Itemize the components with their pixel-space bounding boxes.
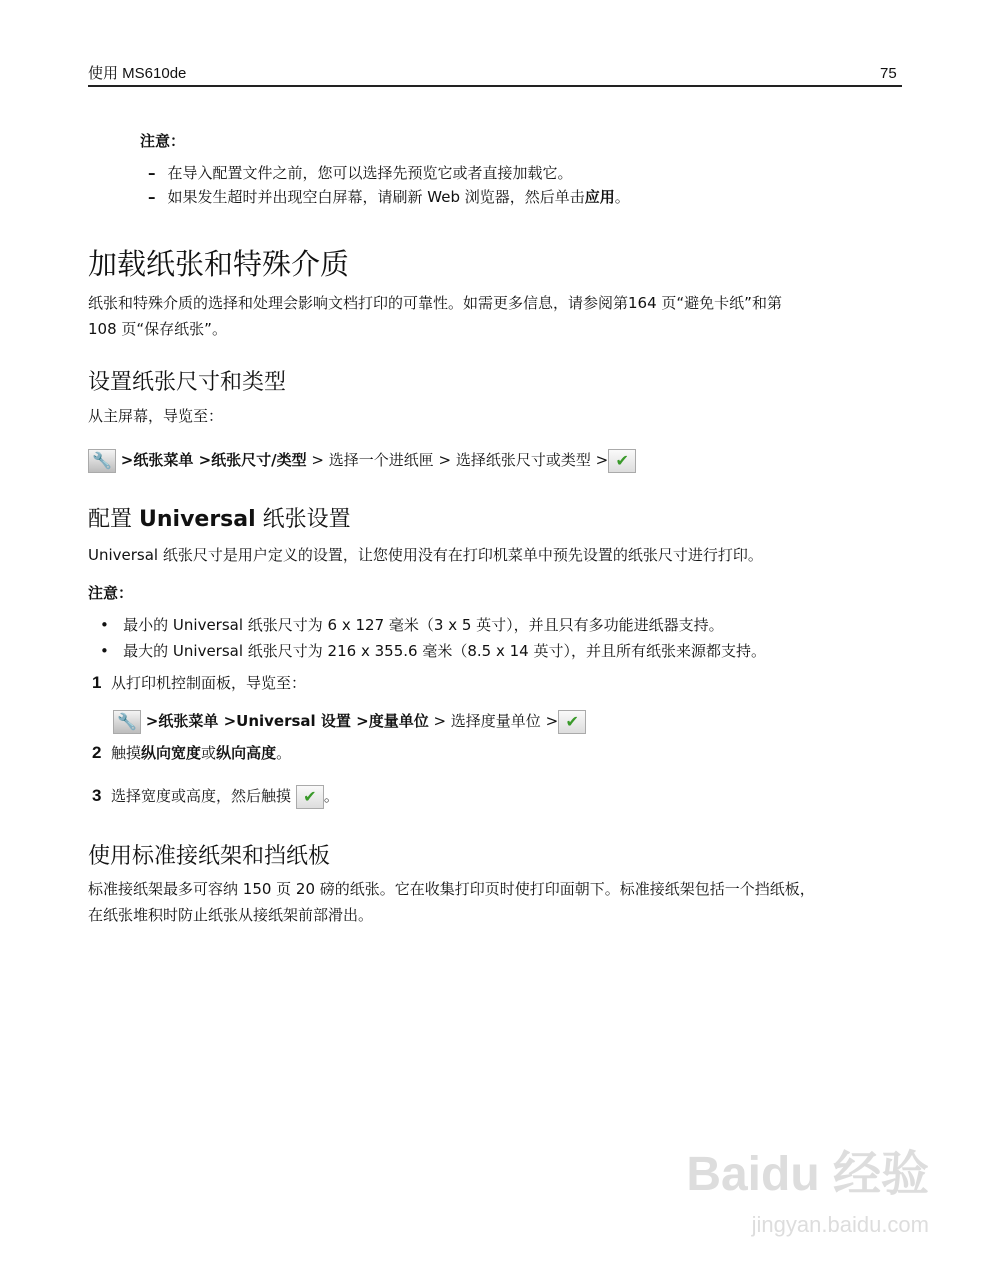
path-rest: > 选择度量单位 > (428, 712, 559, 730)
page-number: 75 (880, 65, 897, 82)
path-rest: > 选择一个进纸匣 > 选择纸张尺寸或类型 > (306, 451, 609, 469)
note-text: 。 (614, 188, 630, 206)
paragraph: Universal 纸张尺寸是用户定义的设置，让您使用没有在打印机菜单中预先设置的纸张尺寸进行打印。 (88, 546, 763, 564)
paragraph: 从主屏幕，导览至： (88, 407, 224, 425)
paragraph: 纸张和特殊介质的选择和处理会影响文档打印的可靠性。如需更多信息，请参阅第164 页“避免卡纸”和第 (88, 294, 782, 312)
bullet-item: • 最小的 Universal 纸张尺寸为 6 x 127 毫米（3 x 5 英寸），并且只有多功能进纸器支持。 (100, 616, 724, 634)
section-title: 配置 Universal 纸张设置 (88, 507, 351, 532)
note-label: 注意： (88, 584, 134, 602)
checkmark-icon: ✔ (558, 710, 586, 734)
watermark-logo: Baidu 经验 (686, 1148, 929, 1201)
paragraph: 108 页“保存纸张”。 (88, 320, 227, 338)
note-label: 注意： (140, 132, 186, 150)
bullet-item: • 最大的 Universal 纸张尺寸为 216 x 355.6 毫米（8.5 x 14 英寸），并且所有纸张来源都支持。 (100, 642, 766, 660)
step-3: 3 选择宽度或高度，然后触摸 ✔ 。 (92, 782, 339, 810)
checkmark-icon: ✔ (296, 785, 324, 809)
section-title: 使用标准接纸架和挡纸板 (88, 844, 331, 869)
note-item: – 如果发生超时并出现空白屏幕，请刷新 Web 浏览器，然后单击应用。 (148, 188, 630, 206)
path-bold: >纸张菜单 >Universal 设置 >度量单位 (145, 712, 429, 730)
step-2: 2 触摸纵向宽度或纵向高度。 (92, 743, 292, 762)
apply-term: 应用 (584, 188, 615, 206)
path-bold: >纸张菜单 >纸张尺寸/类型 (120, 451, 307, 469)
nav-path (113, 707, 586, 735)
paragraph: 在纸张堆积时防止纸张从接纸架前部滑出。 (88, 906, 374, 924)
watermark-url: jingyan.baidu.com (751, 1212, 929, 1237)
section-title: 加载纸张和特殊介质 (88, 247, 350, 281)
header-title: 使用 MS610de (88, 65, 187, 82)
nav-path (88, 446, 636, 474)
section-title: 设置纸张尺寸和类型 (88, 370, 287, 395)
note-item: – 在导入配置文件之前，您可以选择先预览它或者直接加载它。 (148, 164, 573, 182)
header-rule (88, 85, 902, 87)
note-text: 在导入配置文件之前，您可以选择先预览它或者直接加载它。 (167, 164, 573, 182)
wrench-icon: 🔧 (113, 710, 141, 734)
checkmark-icon: ✔ (608, 449, 636, 473)
paragraph: 标准接纸架最多可容纳 150 页 20 磅的纸张。它在收集打印页时使打印面朝下。标准接纸架包括一个挡纸板， (88, 880, 815, 898)
step-1: 1 从打印机控制面板，导览至： (92, 673, 307, 692)
note-text: 如果发生超时并出现空白屏幕，请刷新 Web 浏览器，然后单击 (167, 188, 585, 206)
wrench-icon: 🔧 (88, 449, 116, 473)
